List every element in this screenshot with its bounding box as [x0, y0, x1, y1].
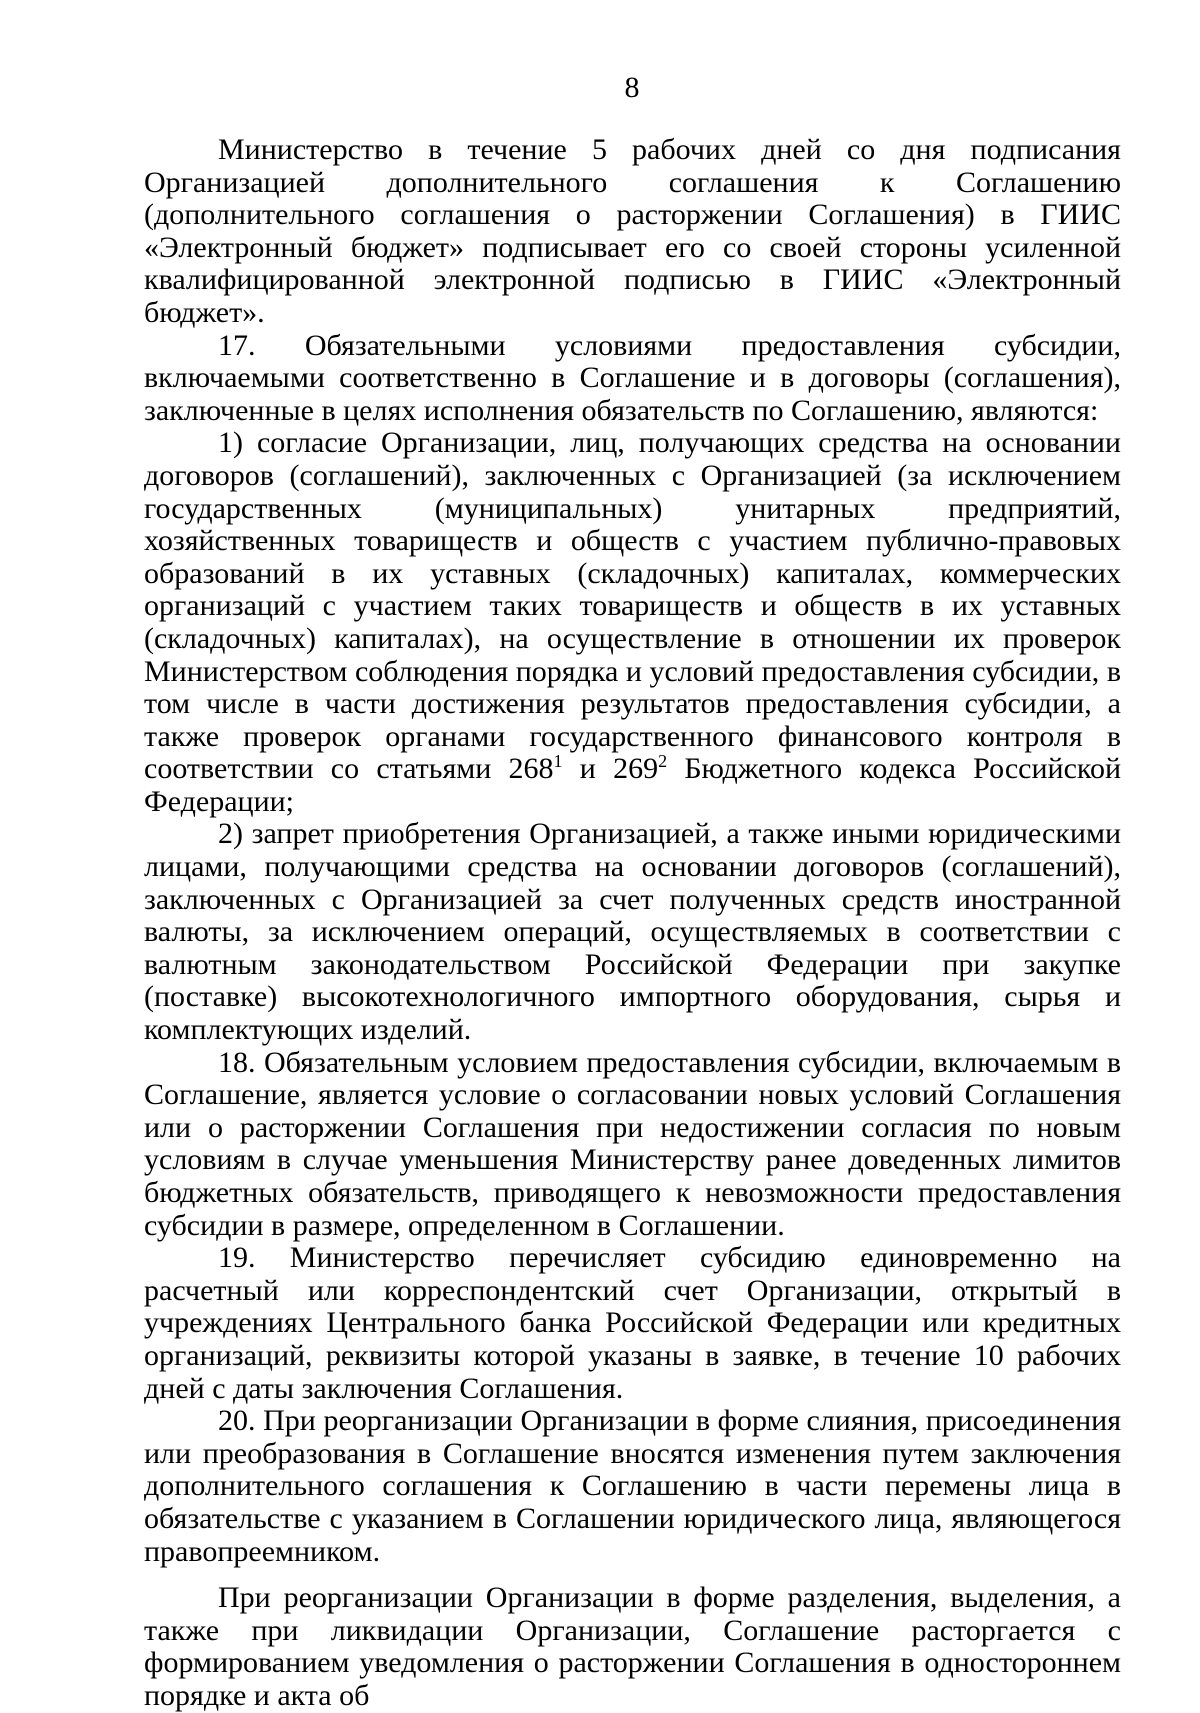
document-body — [144, 134, 1121, 1713]
article-269-superscript: 2 — [658, 751, 668, 772]
page-number: 8 — [624, 71, 640, 104]
paragraph-17: 17. Обязательными условиями предоставления субсидии, включаемыми соответственно в Соглашение и в договоры (соглашения), заключенные в целях исполнения обязательств по Соглашению, являются: — [144, 328, 1121, 427]
article-269-number: 269 — [613, 752, 659, 786]
item-1-text-start: 1) согласие Организации, лиц, получающих средства на основании договоров (соглашений), заключенных с Организацией (за исключением государственных (муниципальных) унитарных предприятий, хозяйственных товариществ и обществ с участием публично-правовых образований в их уставных (складочных) капиталах, коммерческих организаций с участием таких товариществ и обществ в их уставных (складочных) капиталах), на осуществление в отношении их проверок Министерством соблюдения порядка и условий предоставления субсидии, в том числе в части достижения результатов предоставления субсидии, а также проверок органами государственного финансового контроля в соответствии со статьями — [144, 426, 1121, 786]
paragraph-18: 18. Обязательным условием предоставления субсидии, включаемым в Соглашение, является условие о согласовании новых условий Соглашения или о расторжении Соглашения при недостижении согласия по новым условиям в случае уменьшения Министерству ранее доведенных лимитов бюджетных обязательств, приводящего к невозможности предоставления субсидии в размере, определенном в Соглашении. — [144, 1045, 1121, 1242]
item-1-text-end: Бюджетного кодекса Российской Федерации; — [144, 752, 1121, 818]
article-268-superscript: 1 — [553, 751, 563, 772]
paragraph-19: 19. Министерство перечисляет субсидию единовременно на расчетный или корреспондентский счет Организации, открытый в учреждениях Центрального банка Российской Федерации или кредитных организаций, реквизиты которой указаны в заявке, в течение 10 рабочих дней с даты заключения Соглашения. — [144, 1241, 1121, 1405]
article-268-number: 268 — [508, 752, 554, 786]
paragraph-ministry-signing: Министерство в течение 5 рабочих дней со дня подписания Организацией дополнительного соглашения к Соглашению (дополнительного соглашения о расторжении Соглашения) в ГИИС «Электронный бюджет» подписывает его со своей стороны усиленной квалифицированной электронной подписью в ГИИС «Электронный бюджет». — [144, 133, 1121, 329]
paragraph-17-item-2: 2) запрет приобретения Организацией, а также иными юридическими лицами, получающими средства на основании договоров (соглашений), заключенных с Организацией за счет полученных средств иностранной валюты, за исключением операций, осуществляемых в соответствии с валютным законодательством Российской Федерации при закупке (поставке) высокотехнологичного импортного оборудования, сырья и комплектующих изделий. — [144, 817, 1121, 1047]
paragraph-17-item-1 — [144, 427, 1121, 818]
paragraph-20: 20. При реорганизации Организации в форме слияния, присоединения или преобразования в Соглашение вносятся изменения путем заключения дополнительного соглашения к Соглашению в части перемены лица в обязательстве с указанием в Соглашении юридического лица, являющегося правопреемником. — [144, 1404, 1121, 1568]
paragraph-reorganization: При реорганизации Организации в форме разделения, выделения, а также при ликвидации Организации, Соглашение расторгается с формированием уведомления о расторжении Соглашения в одностороннем порядке и акта об — [144, 1581, 1121, 1712]
item-1-text-middle: и — [562, 752, 614, 786]
